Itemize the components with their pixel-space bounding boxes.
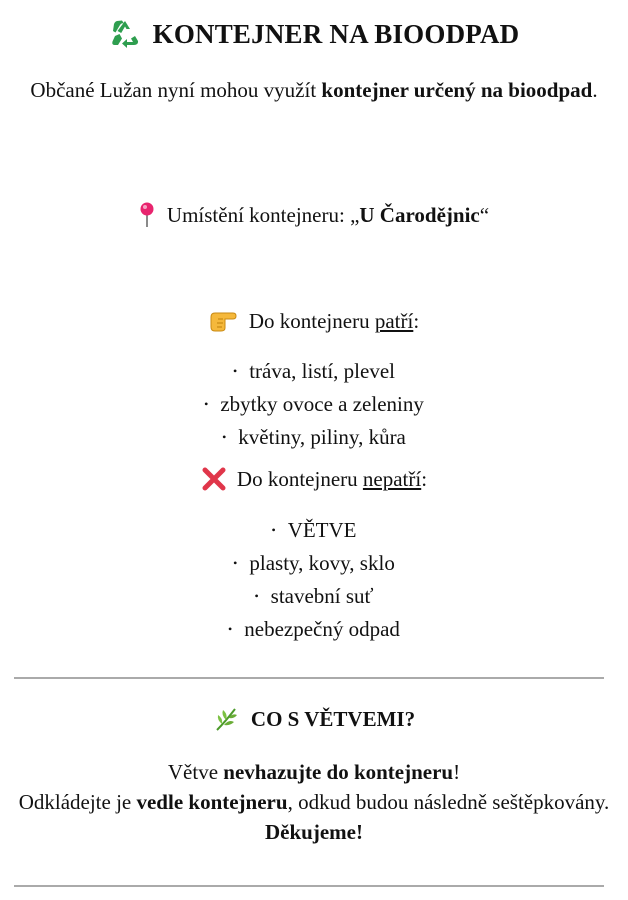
branches-paragraph [10,757,618,847]
branches-line1-bold: nevhazujte do kontejneru [223,760,454,784]
branches-line1-end: ! [453,760,461,784]
list-item: • nebezpečný odpad [0,614,628,647]
intro-text: Občané Lužan nyní mohou využít [30,78,322,102]
belongs-list [0,356,628,455]
not-belongs-suffix: : [421,466,428,491]
list-item: • stavební suť [0,581,628,614]
herb-icon [213,706,239,732]
title-text: KONTEJNER NA BIOODPAD [152,18,520,49]
location-quote-close: “ [479,202,490,227]
thanks-text: Děkujeme! [265,820,363,844]
branches-heading [0,706,628,732]
list-item: • tráva, listí, plevel [0,356,628,389]
page-title [0,18,628,50]
location-name: U Čarodějnic [359,202,480,227]
belongs-keyword: patří [374,308,414,333]
location-quote-open: „ [350,202,360,227]
recycle-icon [109,18,141,50]
belongs-prefix: Do kontejneru [248,308,375,333]
list-item: • zbytky ovoce a zeleniny [0,389,628,422]
branches-line2-text: Odkládejte je [18,790,137,814]
not-belongs-keyword: nepatří [362,466,422,491]
location-text [167,203,489,228]
divider [14,677,604,679]
branches-title: CO S VĚTVEMI? [250,706,416,731]
branches-line2-end: , odkud budou následně seštěpkovány. [287,790,610,814]
belongs-heading-text [249,309,419,334]
divider [14,885,604,887]
list-item: • plasty, kovy, sklo [0,548,628,581]
not-belongs-list [0,515,628,647]
branches-line2-bold: vedle kontejneru [136,790,288,814]
not-belongs-heading-text [237,467,427,492]
cross-mark-icon [201,466,227,492]
branches-line1-text: Větve [167,760,224,784]
intro-bold: kontejner určený na bioodpad [321,78,593,102]
not-belongs-prefix: Do kontejneru [236,466,363,491]
pushpin-icon [139,202,155,228]
belongs-heading [0,308,628,334]
not-belongs-heading [0,466,628,492]
list-item: • VĚTVE [0,515,628,548]
location-label: Umístění kontejneru: [166,202,351,227]
belongs-suffix: : [413,308,420,333]
location-line [0,202,628,228]
intro-paragraph [20,74,608,106]
intro-text-end: . [592,78,598,102]
list-item: • květiny, piliny, kůra [0,422,628,455]
pointing-hand-icon [209,308,239,334]
